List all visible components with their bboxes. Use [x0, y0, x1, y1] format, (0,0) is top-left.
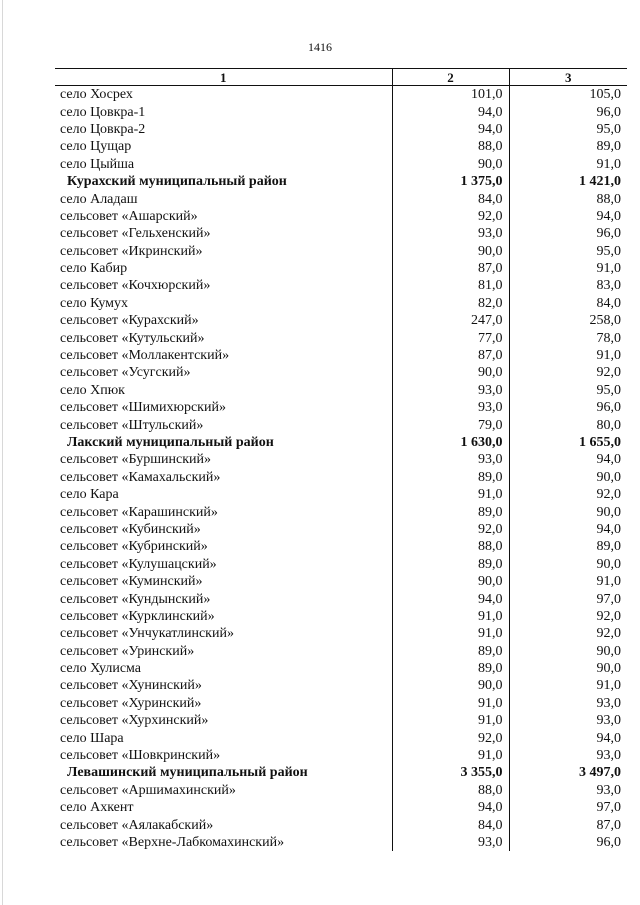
row-value-col2: 81,0: [392, 277, 509, 294]
row-value-col3: 78,0: [596, 330, 621, 346]
table-row: [55, 556, 627, 573]
row-value-col3: 91,0: [596, 156, 621, 172]
row-value-col3: 93,0: [596, 782, 621, 798]
row-name: сельсовет «Уринский»: [60, 643, 195, 659]
row-name: Левашинский муниципальный район: [67, 765, 308, 781]
table-row: [55, 643, 627, 660]
table-row: [55, 625, 627, 642]
row-value-col3: 90,0: [596, 469, 621, 485]
table-row: [55, 225, 627, 242]
table-row: [55, 729, 627, 746]
row-value-col2: 1 630,0: [392, 434, 509, 451]
row-value-col2: 89,0: [392, 660, 509, 677]
row-value-col3: 1 655,0: [579, 435, 621, 450]
row-value-col2: 101,0: [392, 86, 509, 104]
row-value-col3: 80,0: [596, 417, 621, 433]
row-name: сельсовет «Верхне-Лабкомахинский»: [60, 834, 285, 850]
row-name: сельсовет «Кубинский»: [60, 521, 201, 537]
row-value-col2: 93,0: [392, 382, 509, 399]
row-value-col3: 93,0: [596, 713, 621, 729]
row-name: сельсовет «Куминский»: [60, 574, 203, 590]
row-value-col2: 90,0: [392, 573, 509, 590]
row-name: село Хулисма: [60, 661, 142, 677]
table-row: [55, 364, 627, 381]
row-value-col3: 97,0: [596, 800, 621, 816]
row-name: сельсовет «Хуринский»: [60, 695, 202, 711]
row-name: сельсовет «Шимихюрский»: [60, 400, 226, 416]
row-value-col3: 88,0: [596, 191, 621, 207]
table-row: [55, 486, 627, 503]
row-value-col3: 90,0: [596, 661, 621, 677]
row-value-col2: 92,0: [392, 521, 509, 538]
row-value-col3: 91,0: [596, 678, 621, 694]
table-row: [55, 156, 627, 173]
row-name: сельсовет «Шовкринский»: [60, 748, 221, 764]
row-value-col3: 94,0: [596, 208, 621, 224]
row-name: село Цовкра-2: [60, 121, 146, 137]
row-value-col3: 89,0: [596, 139, 621, 155]
row-value-col2: 93,0: [392, 451, 509, 468]
table-row: [55, 416, 627, 433]
row-value-col3: 94,0: [596, 521, 621, 537]
table-row: [55, 277, 627, 294]
row-name: сельсовет «Карашинский»: [60, 504, 218, 520]
table-row: [55, 399, 627, 416]
row-value-col2: 94,0: [392, 799, 509, 816]
row-name: сельсовет «Хурхинский»: [60, 713, 209, 729]
row-value-col2: 89,0: [392, 643, 509, 660]
table-row: [55, 608, 627, 625]
table-row: [55, 451, 627, 468]
row-value-col2: 84,0: [392, 816, 509, 833]
row-value-col3: 87,0: [596, 817, 621, 833]
row-value-col2: 92,0: [392, 729, 509, 746]
row-value-col3: 96,0: [596, 400, 621, 416]
table-row: [55, 469, 627, 486]
table-row: [55, 521, 627, 538]
row-value-col2: 88,0: [392, 782, 509, 799]
row-value-col3: 97,0: [596, 591, 621, 607]
table-row: [55, 782, 627, 799]
row-name: сельсовет «Кундынский»: [60, 591, 211, 607]
table-row: [55, 295, 627, 312]
row-value-col2: 94,0: [392, 103, 509, 120]
row-name: село Цыйша: [60, 156, 135, 172]
row-value-col2: 91,0: [392, 625, 509, 642]
row-name: Курахский муниципальный район: [67, 174, 287, 190]
row-name: село Хпюк: [60, 382, 125, 398]
row-value-col3: 94,0: [596, 452, 621, 468]
row-value-col3: 94,0: [596, 730, 621, 746]
row-value-col3: 93,0: [596, 748, 621, 764]
row-name: сельсовет «Кочхюрский»: [60, 278, 211, 294]
row-value-col2: 87,0: [392, 260, 509, 277]
row-value-col2: 93,0: [392, 399, 509, 416]
row-name: сельсовет «Кубринский»: [60, 539, 208, 555]
row-value-col3: 84,0: [596, 295, 621, 311]
row-value-col2: 1 375,0: [392, 173, 509, 190]
row-value-col2: 247,0: [392, 312, 509, 329]
row-value-col3: 90,0: [596, 556, 621, 572]
row-name: село Хосрех: [60, 87, 133, 103]
table-header: [55, 69, 627, 86]
row-name: село Кара: [60, 487, 119, 503]
row-name: сельсовет «Аршимахинский»: [60, 782, 236, 798]
table-row: [55, 347, 627, 364]
row-value-col3: 91,0: [596, 348, 621, 364]
district-row: [55, 434, 627, 451]
row-value-col2: 90,0: [392, 364, 509, 381]
row-value-col2: 94,0: [392, 590, 509, 607]
row-value-col2: 90,0: [392, 156, 509, 173]
row-value-col2: 77,0: [392, 329, 509, 346]
row-value-col2: 91,0: [392, 712, 509, 729]
row-name: сельсовет «Икринский»: [60, 243, 203, 259]
table-row: [55, 312, 627, 329]
row-name: сельсовет «Усугский»: [60, 365, 191, 381]
row-value-col2: 93,0: [392, 225, 509, 242]
row-name: сельсовет «Моллакентский»: [60, 348, 230, 364]
row-value-col2: 91,0: [392, 608, 509, 625]
row-name: село Кумух: [60, 295, 129, 311]
row-value-col2: 88,0: [392, 138, 509, 155]
row-value-col2: 92,0: [392, 208, 509, 225]
table-row: [55, 573, 627, 590]
row-value-col3: 91,0: [596, 261, 621, 277]
table-row: [55, 747, 627, 764]
row-value-col3: 90,0: [596, 504, 621, 520]
row-value-col2: 91,0: [392, 695, 509, 712]
column-header-2: 2: [392, 69, 509, 86]
page-number: 1416: [308, 40, 332, 54]
row-value-col3: 1 421,0: [579, 174, 621, 190]
table-row: [55, 816, 627, 833]
table-row: [55, 121, 627, 138]
row-name: село Ахкент: [60, 800, 134, 816]
row-value-col3: 90,0: [596, 643, 621, 659]
row-name: сельсовет «Курахский»: [60, 313, 199, 329]
row-value-col3: 92,0: [596, 487, 621, 503]
data-table: [55, 68, 627, 851]
row-value-col2: 89,0: [392, 556, 509, 573]
table-row: [55, 503, 627, 520]
table-row: [55, 660, 627, 677]
table-row: [55, 382, 627, 399]
row-value-col3: 91,0: [596, 574, 621, 590]
row-value-col2: 89,0: [392, 469, 509, 486]
row-value-col3: 96,0: [596, 834, 621, 850]
row-name: сельсовет «Камахальский»: [60, 469, 221, 485]
column-header-1: 1: [55, 69, 392, 86]
row-value-col2: 89,0: [392, 503, 509, 520]
table-row: [55, 799, 627, 816]
row-value-col2: 91,0: [392, 747, 509, 764]
row-value-col3: 93,0: [596, 695, 621, 711]
row-value-col2: 84,0: [392, 190, 509, 207]
row-name: сельсовет «Хунинский»: [60, 678, 202, 694]
row-value-col2: 94,0: [392, 121, 509, 138]
row-value-col3: 92,0: [596, 608, 621, 624]
row-value-col3: 96,0: [596, 226, 621, 242]
row-name: сельсовет «Аялакабский»: [60, 817, 214, 833]
table-row: [55, 190, 627, 207]
row-value-col2: 90,0: [392, 677, 509, 694]
table-row: [55, 138, 627, 155]
row-value-col3: 3 497,0: [579, 765, 621, 781]
row-value-col3: 95,0: [596, 382, 621, 398]
table-row: [55, 834, 627, 851]
row-value-col2: 87,0: [392, 347, 509, 364]
row-value-col2: 3 355,0: [392, 764, 509, 781]
row-name: село Цовкра-1: [60, 104, 146, 120]
row-name: село Шара: [60, 730, 124, 746]
row-value-col3: 258,0: [589, 313, 621, 329]
table-body: [55, 86, 627, 852]
row-name: сельсовет «Унчукатлинский»: [60, 626, 234, 642]
row-value-col3: 83,0: [596, 278, 621, 294]
row-value-col2: 90,0: [392, 243, 509, 260]
header-row: [55, 69, 627, 86]
row-name: сельсовет «Кулушацский»: [60, 556, 217, 572]
row-name: село Аладаш: [60, 191, 138, 207]
scan-edge-line: [2, 0, 3, 905]
row-value-col3: 92,0: [596, 626, 621, 642]
row-value-col2: 79,0: [392, 416, 509, 433]
row-name: сельсовет «Буршинский»: [60, 452, 211, 468]
table-row: [55, 86, 627, 104]
table-row: [55, 538, 627, 555]
table-row: [55, 260, 627, 277]
row-name: сельсовет «Гельхенский»: [60, 226, 211, 242]
row-name: сельсовет «Курклинский»: [60, 608, 215, 624]
row-value-col3: 89,0: [596, 539, 621, 555]
table-row: [55, 329, 627, 346]
table-row: [55, 677, 627, 694]
row-value-col2: 93,0: [392, 834, 509, 851]
table-row: [55, 208, 627, 225]
column-header-3: 3: [509, 69, 627, 86]
row-value-col3: 92,0: [596, 365, 621, 381]
table-row: [55, 243, 627, 260]
row-value-col3: 95,0: [596, 121, 621, 137]
row-name: село Кабир: [60, 261, 128, 277]
row-value-col3: 95,0: [596, 243, 621, 259]
table-row: [55, 695, 627, 712]
row-value-col3: 105,0: [589, 87, 621, 103]
row-name: сельсовет «Кутульский»: [60, 330, 205, 346]
table-row: [55, 712, 627, 729]
row-name: сельсовет «Штульский»: [60, 417, 204, 433]
district-row: [55, 173, 627, 190]
row-name: сельсовет «Ашарский»: [60, 208, 198, 224]
row-name: село Цущар: [60, 139, 132, 155]
table-row: [55, 103, 627, 120]
row-value-col2: 91,0: [392, 486, 509, 503]
row-value-col3: 96,0: [596, 104, 621, 120]
table-row: [55, 590, 627, 607]
district-row: [55, 764, 627, 781]
row-name: Лакский муниципальный район: [67, 435, 274, 450]
row-value-col2: 82,0: [392, 295, 509, 312]
row-value-col2: 88,0: [392, 538, 509, 555]
